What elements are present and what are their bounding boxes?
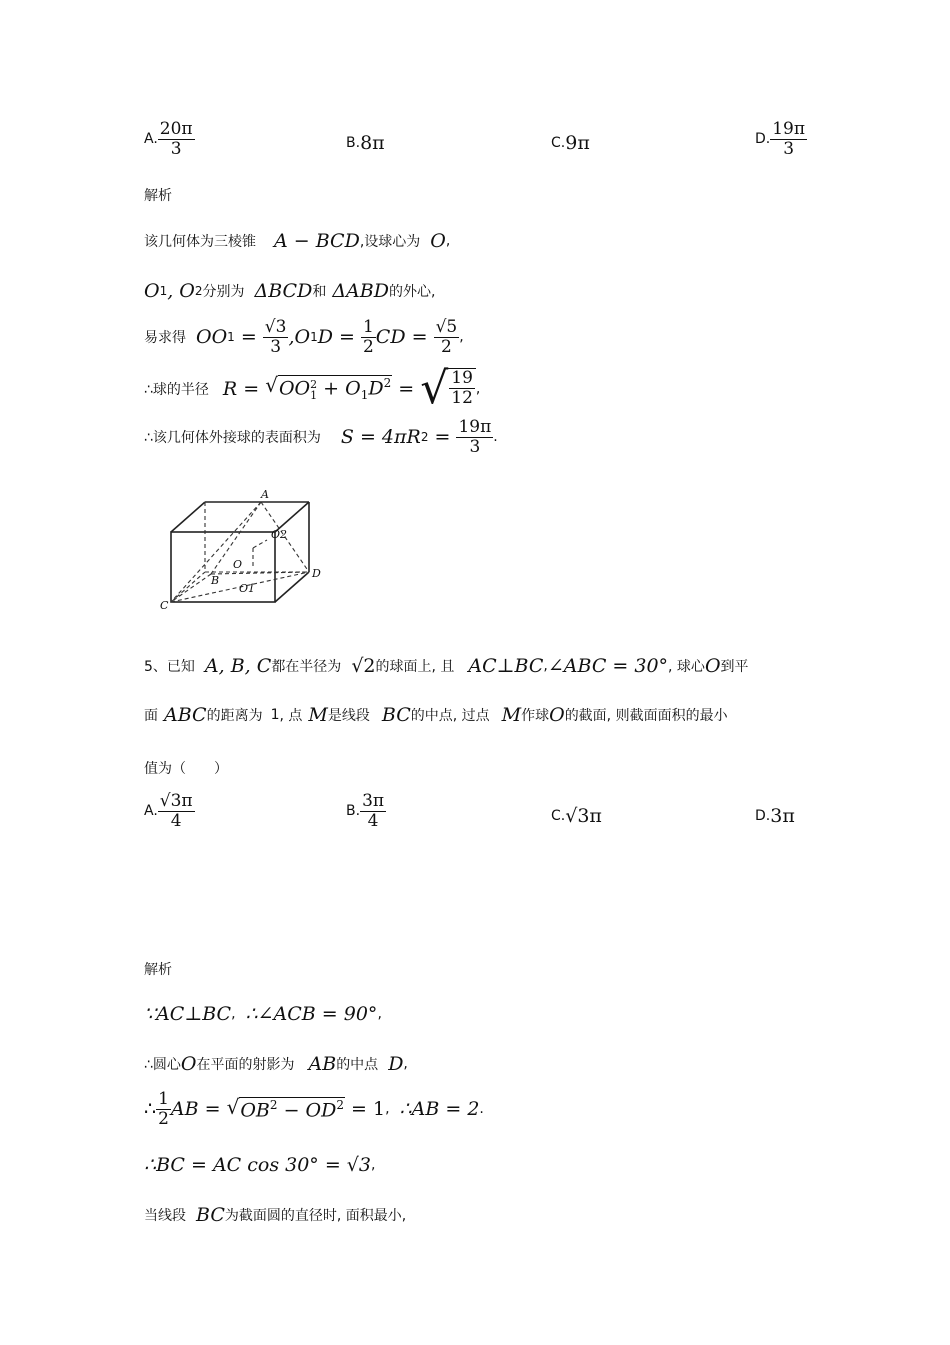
numerator: √3	[264, 317, 287, 337]
text: 该几何体为三棱锥	[144, 234, 256, 250]
numerator: 3π	[362, 791, 385, 811]
fraction	[361, 318, 376, 356]
math: = 1	[345, 1098, 386, 1121]
text: ∴圆心	[144, 1057, 181, 1073]
math: M	[308, 704, 328, 726]
text: ,	[459, 329, 464, 346]
numerator: 20π	[159, 119, 193, 139]
text: 的截面, 则截面面积的最小	[564, 708, 728, 724]
option-label: A.	[144, 803, 158, 820]
denominator: 2	[440, 336, 452, 357]
superscript: 2	[310, 377, 318, 391]
numerator: 19	[451, 368, 473, 388]
option-fraction	[360, 792, 386, 830]
point-label: O	[233, 558, 243, 571]
math: A, B, C	[204, 655, 272, 677]
math: ,O	[288, 326, 311, 349]
math: AC⊥BC	[468, 655, 544, 677]
text: 为截面圆的直径时, 面积最小,	[224, 1208, 407, 1224]
option-value: 9π	[565, 132, 590, 154]
q5-line-1	[144, 655, 749, 677]
denominator: 3	[783, 138, 795, 159]
numerator: 19π	[772, 119, 806, 139]
math: O	[180, 1053, 197, 1075]
text: 是线段	[327, 708, 370, 724]
q5-analysis-line-3	[144, 1090, 484, 1128]
math: R =	[222, 377, 266, 400]
text: ∴球的半径	[144, 381, 209, 398]
text: , 球心	[668, 659, 705, 675]
subscript: 1	[227, 330, 235, 345]
subscript: 1	[159, 284, 168, 298]
point-label: A	[261, 488, 269, 501]
cube-edge	[171, 502, 205, 532]
cube-edge	[275, 572, 309, 602]
square-root	[420, 363, 476, 414]
denominator: 3	[170, 138, 182, 159]
math: − OD	[277, 1099, 337, 1122]
numerator: 1	[158, 1089, 169, 1109]
option-label: B.	[346, 803, 361, 820]
geometry-figure	[155, 488, 340, 613]
q5-option-c	[551, 805, 602, 827]
math: O	[430, 230, 446, 252]
math: BC	[196, 1204, 225, 1226]
math: ΔABD	[332, 280, 389, 302]
superscript: 2	[269, 1098, 278, 1113]
text: .	[493, 429, 498, 446]
option-fraction	[158, 120, 195, 158]
math: OO	[196, 326, 228, 349]
fraction	[434, 318, 460, 356]
math: =	[392, 377, 421, 400]
analysis-line-5	[144, 418, 498, 456]
radicand	[448, 368, 476, 410]
math: ∴∠ACB = 90°	[245, 1003, 378, 1025]
segment-oo2	[253, 540, 267, 548]
q5-option-a	[144, 792, 195, 830]
text: 的中点, 过点	[410, 708, 490, 724]
math: ABC	[164, 704, 207, 726]
text: 的中点	[336, 1057, 379, 1073]
point-label: O2	[271, 528, 288, 541]
text: 和	[312, 284, 327, 300]
option-label: D.	[755, 131, 771, 148]
math: AB =	[170, 1098, 227, 1121]
q5-analysis-line-5	[144, 1204, 406, 1226]
fraction	[263, 318, 289, 356]
square-root	[227, 1097, 345, 1121]
math: + O	[317, 377, 361, 400]
math: OO	[278, 377, 311, 400]
text: ,	[377, 1006, 382, 1022]
analysis-line-1	[144, 230, 450, 252]
q4-option-a	[144, 120, 195, 158]
q4-option-c	[551, 132, 590, 154]
option-label: A.	[144, 131, 158, 148]
subscript: 1	[310, 330, 318, 345]
text: 面	[144, 708, 158, 724]
numerator: 19π	[458, 417, 492, 437]
fraction	[456, 418, 493, 456]
text: 都在半径为	[271, 659, 342, 675]
radical-sign: √	[420, 363, 449, 414]
option-value: 3π	[770, 805, 795, 827]
numerator: √5	[435, 317, 458, 337]
subscript: 1	[360, 388, 369, 403]
square-root	[265, 375, 392, 402]
math: ∠ABC = 30°	[547, 655, 669, 677]
radicand	[239, 1097, 345, 1121]
text: ,	[385, 1101, 390, 1118]
text: 易求得	[144, 330, 186, 347]
option-label: D.	[755, 808, 771, 824]
text: 1	[270, 707, 280, 723]
q4-option-b	[346, 132, 385, 154]
q5-line-2	[144, 704, 728, 726]
denominator: 3	[270, 336, 282, 357]
option-value: √3π	[565, 805, 602, 827]
denominator: 4	[367, 810, 379, 831]
text: 的距离为	[206, 708, 263, 724]
edge-bd	[211, 572, 309, 574]
hidden-edge	[171, 572, 205, 602]
math: OB	[240, 1099, 270, 1122]
text: .	[479, 1101, 484, 1118]
radical-sign: √	[265, 373, 278, 398]
text: ,	[370, 1157, 376, 1173]
text: , 点	[279, 708, 303, 724]
text: 的球面上, 且	[375, 659, 455, 675]
text: ,设球心为	[359, 234, 421, 250]
math: , O	[167, 280, 195, 302]
q5-option-d	[755, 805, 795, 827]
edge-bc	[171, 574, 211, 602]
fraction	[156, 1090, 171, 1128]
math: M	[501, 704, 522, 726]
q5-analysis-line-2	[144, 1053, 408, 1075]
denominator: 12	[451, 387, 473, 408]
q5-line-3: 值为（ ）	[144, 761, 228, 777]
text: ,	[231, 1006, 236, 1022]
text: ∴该几何体外接球的表面积为	[144, 430, 321, 447]
analysis-title: 解析	[144, 188, 172, 204]
math: D =	[317, 326, 361, 349]
point-label: D	[312, 567, 321, 580]
q5-analysis-line-1	[144, 1003, 382, 1025]
math: ∵AC⊥BC	[144, 1003, 232, 1025]
denominator: 2	[362, 336, 374, 357]
math: ∴AB = 2	[399, 1098, 480, 1121]
analysis-line-4	[144, 363, 481, 414]
analysis-line-2	[144, 280, 435, 302]
denominator: 2	[158, 1108, 169, 1129]
text: 的外心,	[388, 284, 436, 300]
radical-sign: √	[226, 1095, 240, 1120]
text: ,	[445, 233, 451, 249]
option-label: B.	[346, 135, 361, 151]
math: D	[368, 377, 384, 400]
text: 分别为	[202, 284, 245, 300]
point-label: O1	[239, 582, 256, 595]
math: CD =	[375, 326, 434, 349]
q5-option-b	[346, 792, 386, 830]
text: 当线段	[144, 1208, 186, 1224]
math: O	[704, 655, 721, 677]
math: ∴BC = AC cos 30° = √3	[144, 1154, 371, 1176]
point-label: C	[160, 599, 169, 612]
text: 到平	[720, 659, 749, 675]
option-value: 8π	[360, 132, 385, 154]
denominator: 3	[469, 436, 481, 457]
math: ΔBCD	[254, 280, 313, 302]
q4-option-d	[755, 120, 807, 158]
text: ,	[543, 658, 548, 674]
option-label: C.	[551, 135, 566, 151]
question-number: 5、已知	[144, 659, 195, 675]
math: √2	[351, 655, 376, 677]
math: S = 4πR	[340, 426, 421, 449]
fraction	[449, 369, 475, 407]
numerator: √3π	[159, 791, 193, 811]
point-label: B	[211, 574, 220, 587]
math: =	[234, 326, 263, 349]
option-label: C.	[551, 808, 566, 824]
math: O	[549, 704, 565, 726]
math: O	[144, 280, 160, 302]
math: ∴	[144, 1098, 157, 1121]
radicand	[278, 375, 392, 402]
math: BC	[381, 704, 411, 726]
option-fraction	[770, 120, 807, 158]
text: 作球	[521, 708, 550, 724]
analysis-title: 解析	[144, 962, 172, 978]
text: 在平面的射影为	[196, 1057, 295, 1073]
math: A − BCD	[274, 230, 360, 252]
text: ,	[403, 1056, 408, 1072]
superscript: 2	[336, 1098, 344, 1113]
option-fraction	[158, 792, 195, 830]
text: ,	[475, 380, 481, 397]
numerator: 1	[362, 317, 374, 337]
analysis-line-3	[144, 318, 464, 356]
math: =	[428, 426, 457, 449]
subscript: 1	[310, 388, 318, 402]
math: AB	[308, 1053, 337, 1075]
superscript: 2	[383, 376, 392, 391]
denominator: 4	[170, 810, 182, 831]
q5-analysis-line-4	[144, 1154, 375, 1176]
math: D	[388, 1053, 404, 1075]
superscript: 2	[420, 430, 429, 445]
subscript: 2	[194, 284, 203, 298]
